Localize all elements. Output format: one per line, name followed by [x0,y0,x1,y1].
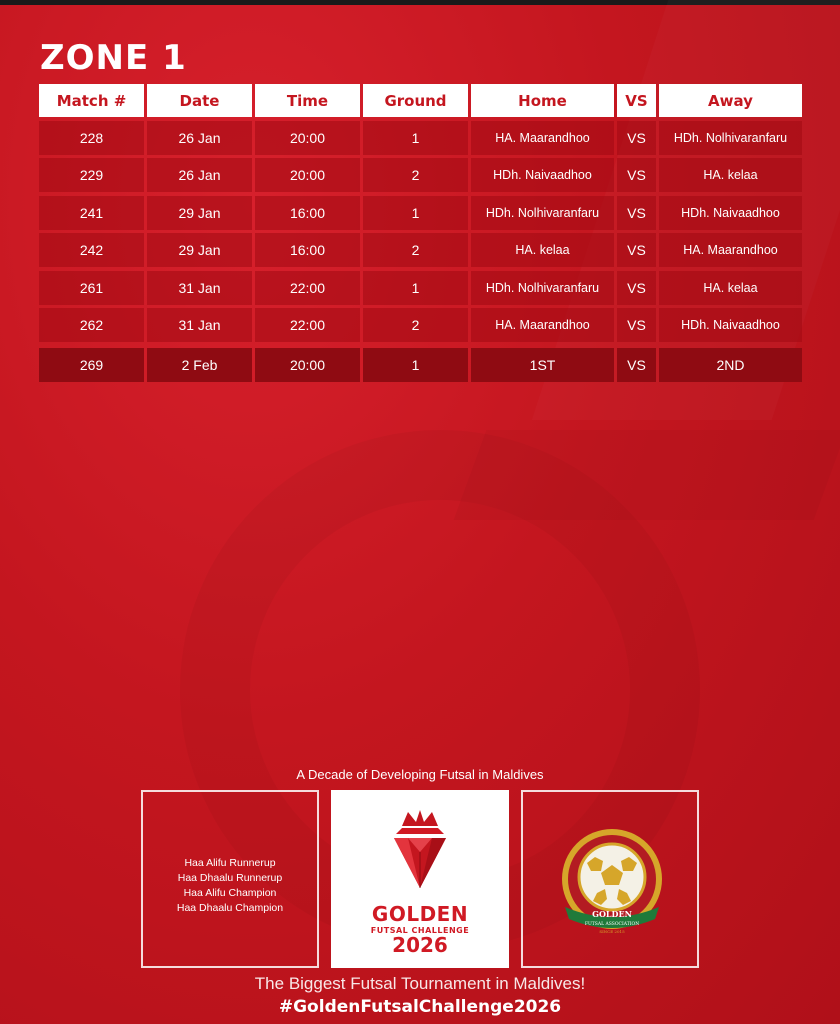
final-row-cell-ground: 1 [363,348,468,382]
table-cell-match: 229 [39,158,144,192]
table-cell-vs: VS [617,121,656,155]
table-cell-away: HA. kelaa [659,158,802,192]
column-header-vs: VS [617,84,656,117]
table-cell-match: 261 [39,271,144,305]
table-cell-time: 16:00 [255,196,360,230]
table-cell-vs: VS [617,308,656,342]
honor-item: Haa Alifu Runnerup [184,857,276,869]
tagline: A Decade of Developing Futsal in Maldives [296,767,544,782]
table-cell-away: HDh. Naivaadhoo [659,308,802,342]
honors-list [143,856,317,916]
table-cell-vs: VS [617,196,656,230]
table-cell-away: HDh. Naivaadhoo [659,196,802,230]
table-cell-home: HA. kelaa [471,233,614,267]
brand-title: GOLDEN [371,902,469,926]
final-row-cell-away: 2ND [659,348,802,382]
table-cell-ground: 1 [363,271,468,305]
futsal-association-badge-icon [557,827,667,937]
table-cell-time: 22:00 [255,271,360,305]
table-cell-date: 26 Jan [147,121,252,155]
column-header-away: Away [659,84,802,117]
table-cell-away: HA. Maarandhoo [659,233,802,267]
final-row-cell-vs: VS [617,348,656,382]
table-cell-date: 31 Jan [147,308,252,342]
honor-item: Haa Dhaalu Champion [176,902,284,914]
table-cell-away: HDh. Nolhivaranfaru [659,121,802,155]
honors-panel [141,790,319,968]
table-cell-home: HDh. Nolhivaranfaru [471,271,614,305]
honor-item: Haa Alifu Champion [183,887,277,899]
table-cell-ground: 2 [363,233,468,267]
column-header-date: Date [147,84,252,117]
association-logo-panel [521,790,699,968]
table-cell-home: HDh. Nolhivaranfaru [471,196,614,230]
table-cell-date: 31 Jan [147,271,252,305]
table-cell-ground: 2 [363,308,468,342]
column-header-match: Match # [39,84,144,117]
table-cell-time: 16:00 [255,233,360,267]
top-border [0,0,840,5]
table-cell-vs: VS [617,271,656,305]
column-header-time: Time [255,84,360,117]
honor-item: Haa Dhaalu Runnerup [177,872,283,884]
badge-since: SINCE 2015 [599,929,625,934]
final-row-cell-date: 2 Feb [147,348,252,382]
badge-name: GOLDEN [592,909,632,919]
table-cell-ground: 1 [363,121,468,155]
brand-year: 2026 [392,933,448,957]
table-cell-home: HA. Maarandhoo [471,121,614,155]
table-cell-home: HDh. Naivaadhoo [471,158,614,192]
table-cell-date: 29 Jan [147,233,252,267]
table-cell-ground: 1 [363,196,468,230]
table-cell-vs: VS [617,233,656,267]
column-header-home: Home [471,84,614,117]
badge-subtitle: FUTSAL ASSOCIATION [584,922,640,927]
final-row-cell-home: 1ST [471,348,614,382]
final-row-cell-time: 20:00 [255,348,360,382]
crown-gem-logo-icon [388,808,452,890]
table-cell-vs: VS [617,158,656,192]
table-cell-time: 20:00 [255,121,360,155]
table-cell-time: 22:00 [255,308,360,342]
table-cell-match: 228 [39,121,144,155]
table-cell-home: HA. Maarandhoo [471,308,614,342]
table-cell-ground: 2 [363,158,468,192]
table-cell-match: 262 [39,308,144,342]
table-cell-away: HA. kelaa [659,271,802,305]
table-cell-time: 20:00 [255,158,360,192]
table-cell-match: 242 [39,233,144,267]
final-row-cell-match: 269 [39,348,144,382]
table-cell-date: 26 Jan [147,158,252,192]
brand-subtitle: FUTSAL CHALLENGE [370,926,470,935]
column-header-ground: Ground [363,84,468,117]
table-cell-match: 241 [39,196,144,230]
footer-slogan: The Biggest Futsal Tournament in Maldives! [254,974,586,993]
table-cell-date: 29 Jan [147,196,252,230]
tournament-logo-panel [331,790,509,968]
zone-title: ZONE 1 [40,38,187,78]
footer-hashtag: #GoldenFutsalChallenge2026 [278,997,562,1017]
background-stripe [454,430,840,520]
